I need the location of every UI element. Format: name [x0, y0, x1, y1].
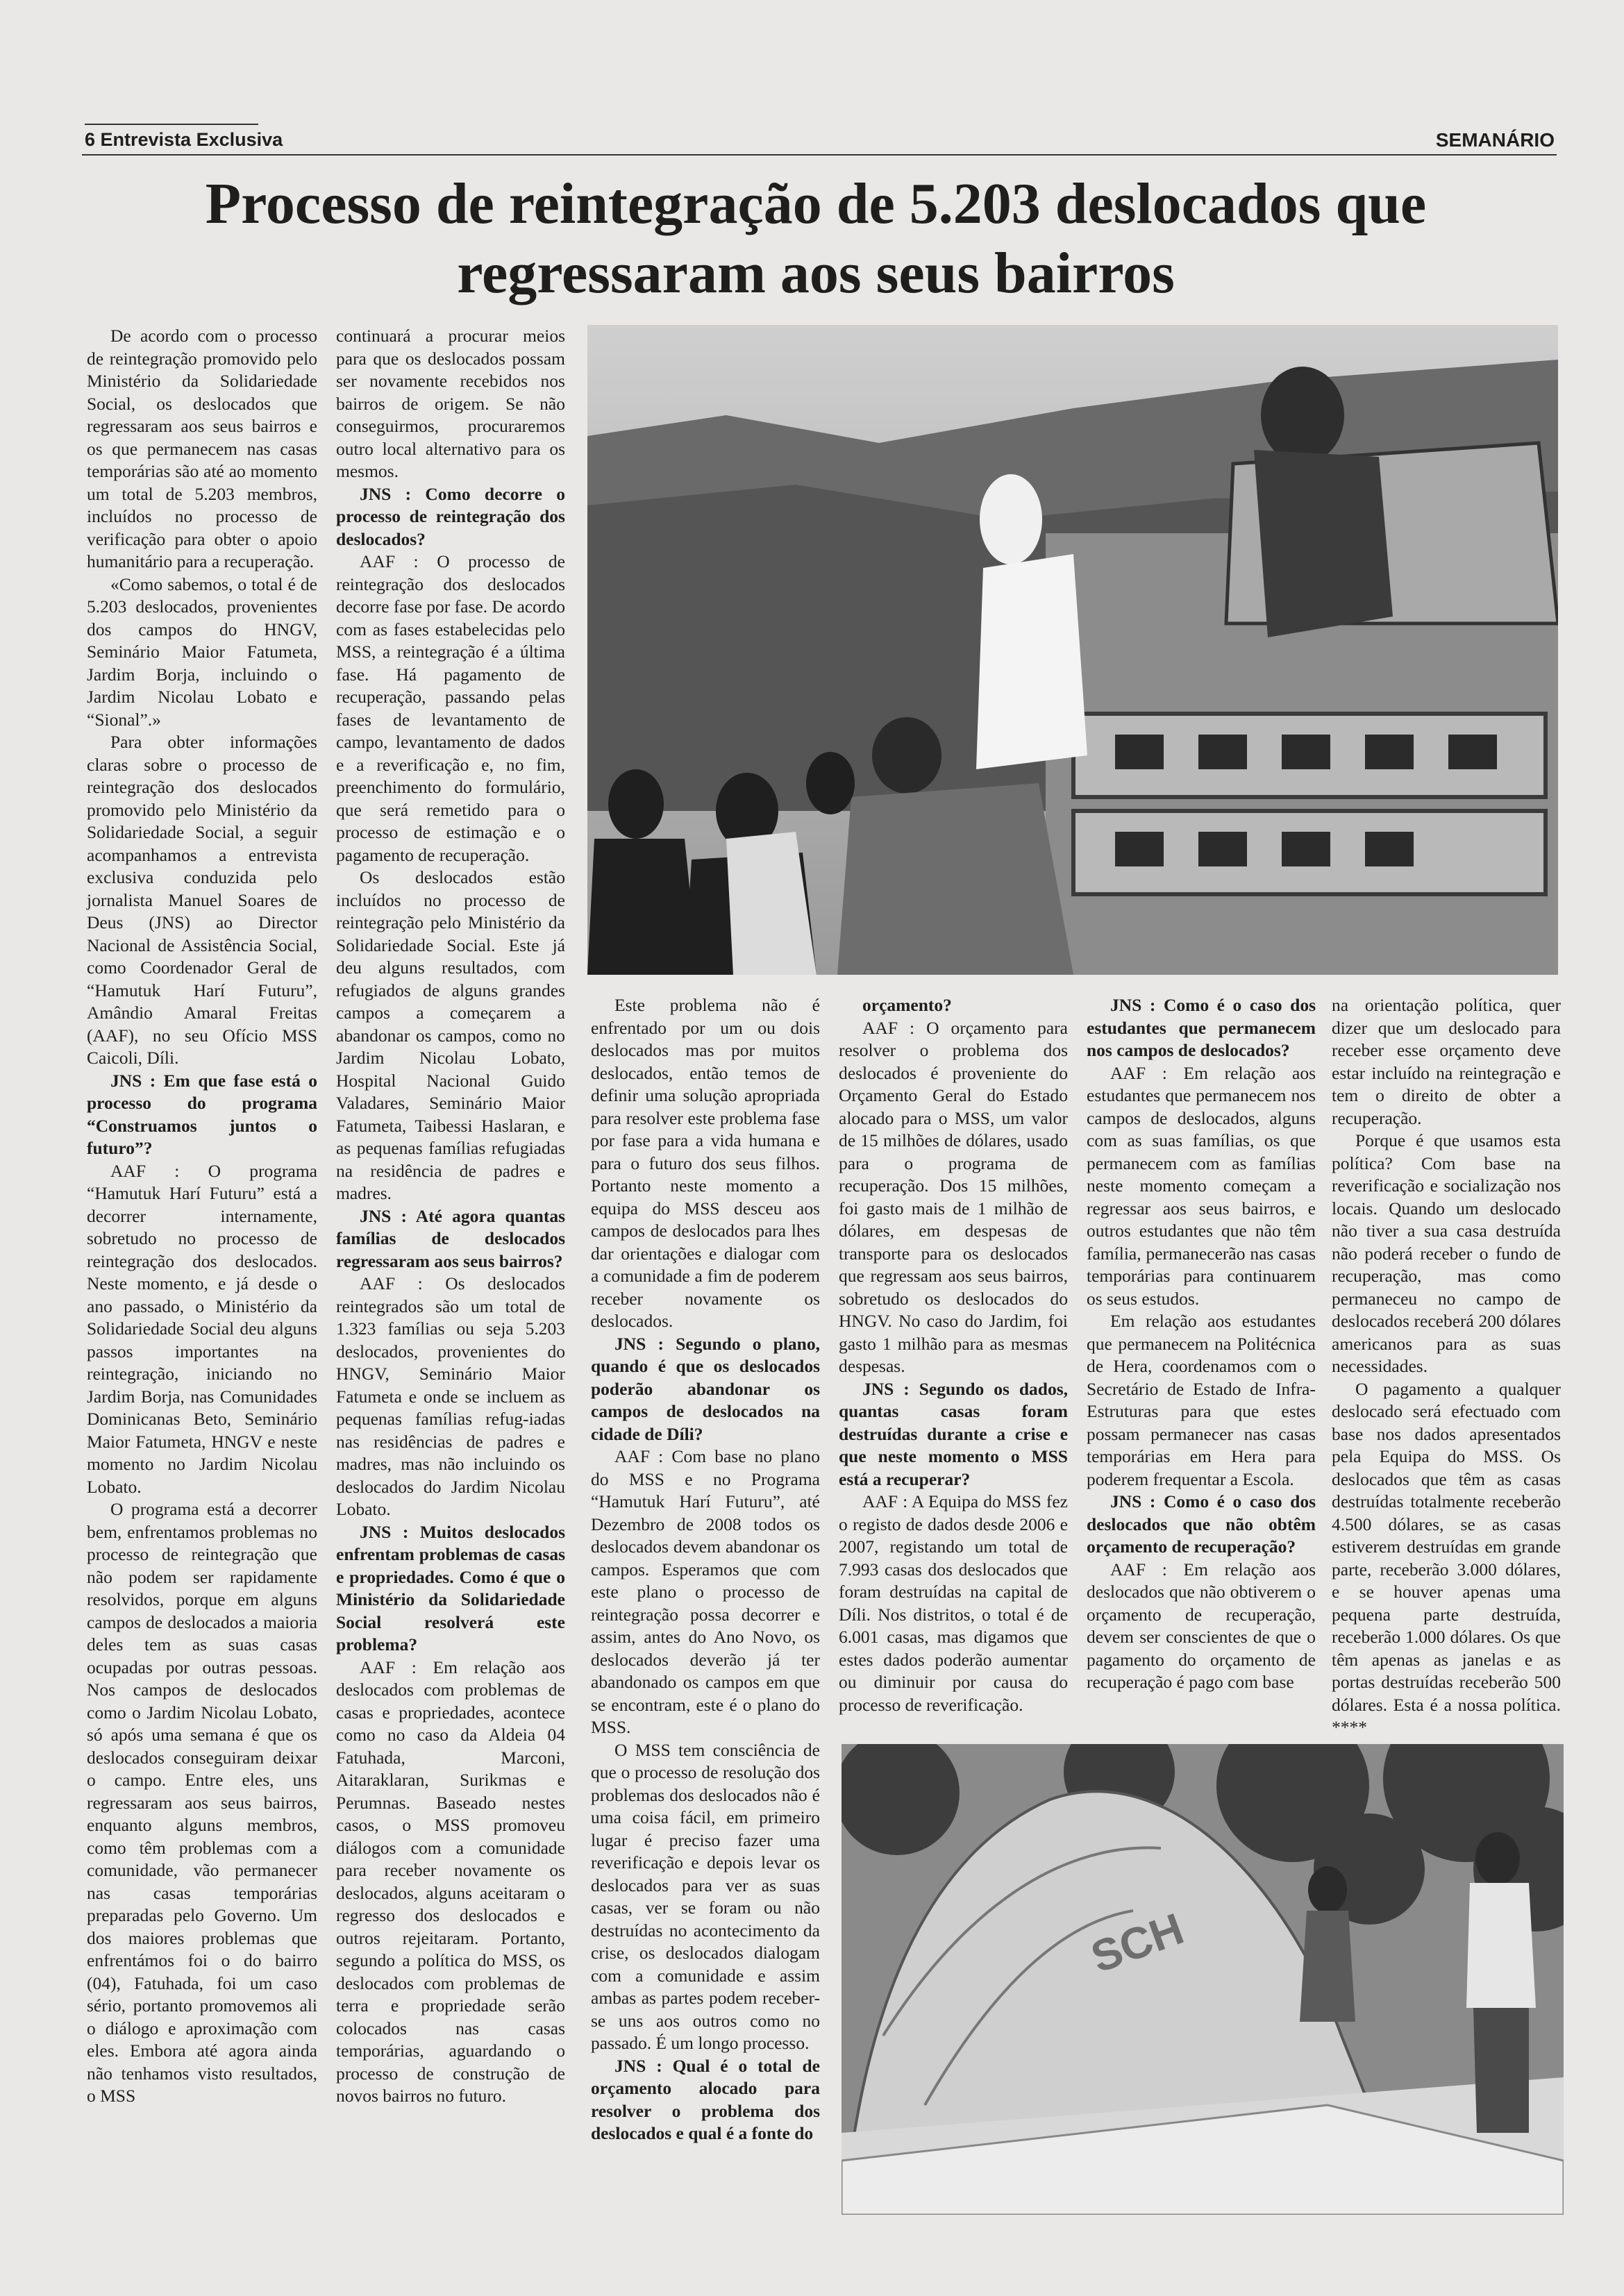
- article-paragraph: Para obter informações claras sobre o processo de reintegração dos deslocados promovido pelo Ministério da Solidariedade Social, a seguir acompanhamos a entrevista exclusiva conduzida pelo jornalista Manuel Soares de Deus (JNS) ao Director Nacional de Assistência Social, como Coordenador Geral de “Hamutuk Harí Futuru”, Amândio Amaral Freitas (AAF), no seu Ofício MSS Caicoli, Díli.: [87, 732, 317, 1068]
- article-paragraph: AAF : O programa “Hamutuk Harí Futuru” está a decorrer internamente, sobretudo no processo de reintegração dos deslocados. Neste momento, e já desde o ano passado, o Ministério da Solidariedade Social deu alguns passos importantes na reintegração, iniciando no Jardim Borja, nas Comunidades Dominicanas Beto, Seminário Maior Fatumeta, HNGV e neste momento no Jardim Nicolau Lobato.: [87, 1160, 317, 1497]
- article-paragraph: AAF : Em relação aos estudantes que permanecem nos campos de deslocados, alguns com as suas famílias, os que permanecem com as famílias neste momento começam a regressar aos seus bairros, e outros estudantes que não têm família, permanecerão nas casas temporárias para continuarem os seus estudos.: [1087, 1062, 1316, 1309]
- interview-question: JNS : Muitos deslocados enfrentam problemas de casas e propriedades. Como é que o Ministério da Solidariedade Social resolverá este problema?: [336, 1521, 565, 1654]
- article-paragraph: Este problema não é enfrentado por um ou dois deslocados mas por muitos deslocados, então temos de definir uma solução apropriada para resolver este problema fase por fase para a vida humana e para o futuro dos seus filhos. Portanto neste momento a equipa do MSS desceu aos campos de deslocados para lhes dar orientações e dialogar com a comunidade a fim de poderem receber novamente os deslocados.: [591, 995, 820, 1331]
- article-column-6: [1332, 994, 1561, 1739]
- article-paragraph: AAF : Os deslocados reintegrados são um total de 1.323 famílias ou seja 5.203 deslocados, provenientes do HNGV, Seminário Maior Fatumeta e onde se incluem as pequenas famílias refug-iadas nas residências de padres e madres, mas não incluindo os deslocados do Jardim Nicolau Lobato.: [336, 1273, 565, 1519]
- article-paragraph: AAF : Em relação aos deslocados que não obtiverem o orçamento de recuperação, devem ser conscientes de que o pagamento do orçamento de recuperação é pago com base: [1087, 1559, 1316, 1692]
- article-paragraph: Em relação aos estudantes que permanecem na Politécnica de Hera, coordenamos com o Secretário de Estado de Infra-Estruturas para que estes possam permanecer nas casas temporárias em Hera para poderem frequentar a Escola.: [1087, 1311, 1316, 1489]
- article-column-2: [336, 325, 565, 2108]
- article-paragraph: Porque é que usamos esta política? Com base na reverificação e socialização nos locais. Quando um deslocado não tiver a sua casa destruída não poderá receber o fundo de recuperação, mas como permaneceu no campo de deslocados receberá 200 dólares americanos para as suas necessidades.: [1332, 1130, 1561, 1376]
- article-paragraph: O MSS tem consciência de que o processo de resolução dos problemas dos deslocados não é uma coisa fácil, em primeiro lugar é preciso fazer uma reverificação e depois levar os deslocados para ver as suas casas, ver se foram ou não destruídas no acontecimento da crise, os deslocados dialogam com a comunidade e assim ambas as partes podem receber-se uns aos outros como no passado. É um longo processo.: [591, 1739, 820, 2053]
- header-rule: [82, 154, 1557, 156]
- article-paragraph: «Como sabemos, o total é de 5.203 deslocados, provenientes dos campos do HNGV, Seminário Maior Fatumeta, Jardim Borja, incluindo o Jardim Nicolau Lobato e “Sional”.»: [87, 573, 317, 730]
- article-paragraph: Os deslocados estão incluídos no processo de reintegração pelo Ministério da Solidariedade Social. Este já deu alguns resultados, com refugiados de alguns grandes campos a começarem a abandonar os campos, como no Jardim Nicolau Lobato, Hospital Nacional Guido Valadares, Seminário Maior Fatumeta, Taibessi Haslaran, e as pequenas famílias refugiadas na residência de padres e madres.: [336, 867, 565, 1203]
- interview-question: JNS : Segundo o plano, quando é que os deslocados poderão abandonar os campos de deslocados na cidade de Díli?: [591, 1333, 820, 1444]
- article-paragraph: AAF : Com base no plano do MSS e no Programa “Hamutuk Harí Futuru”, até Dezembro de 2008 todos os deslocados devem abandonar os campos. Esperamos que com este plano o processo de reintegração possa decorrer e assim, antes do Ano Novo, os deslocados deverão já ter abandonado os campos em que se encontram, este é o plano do MSS.: [591, 1446, 820, 1737]
- article-paragraph: AAF : O orçamento para resolver o problema dos deslocados é proveniente do Orçamento Geral do Estado alocado para o MSS, um valor de 15 milhões de dólares, usado para o programa de recuperação. Dos 15 milhões, foi gasto mais de 1 milhão de dólares, em despesas de transporte para os deslocados que regressam aos seus bairros, sobretudo os deslocados do HNGV. No caso do Jardim, foi gasto 1 milhão para as mesmas despesas.: [839, 1017, 1068, 1376]
- article-paragraph: na orientação política, quer dizer que um deslocado para receber esse orçamento deve estar incluído na reintegração e tem o direito de obter a recuperação.: [1332, 995, 1561, 1128]
- interview-question: JNS : Segundo os dados, quantas casas foram destruídas durante a crise e que neste momento o MSS está a recuperar?: [839, 1378, 1068, 1489]
- publication-name: SEMANÁRIO: [1435, 129, 1555, 151]
- article-paragraph: O programa está a decorrer bem, enfrentamos problemas no processo de reintegração que não podem ser rapidamente resolvidos, porque em alguns campos de deslocados a maioria deles tem as suas casas ocupadas por outras pessoas. Nos campos de deslocados como o Jardim Nicolau Lobato, só após uma semana é que os deslocados conseguiram deixar o campo. Entre eles, uns regressaram aos seus bairros, enquanto alguns membros, como têm problemas com a comunidade, vão permanecer nas casas temporárias preparadas pelo Governo. Um dos maiores problemas que enfrentámos foi o do bairro (04), Fatuhada, foi um caso sério, portanto promovemos ali o diálogo e aproximação com eles. Embora até agora ainda não tenhamos visto resultados, o MSS: [87, 1499, 317, 2106]
- article-paragraph: AAF : Em relação aos deslocados com problemas de casas e propriedades, acontece como no caso da Aldeia 04 Fatuhada, Marconi, Aitaraklaran, Surikmas e Perumnas. Baseado nestes casos, o MSS promoveu diálogos com a comunidade para receber novamente os deslocados, alguns aceitaram o regresso dos deslocados e outros rejeitaram. Portanto, segundo a política do MSS, os deslocados com problemas de terra e propriedade serão colocados nas casas temporárias, aguardando o processo de construção de novos bairros no futuro.: [336, 1657, 565, 2106]
- article-column-3: [591, 994, 820, 2145]
- photo-truck-unloading: [587, 325, 1558, 975]
- article-paragraph: O pagamento a qualquer deslocado será efectuado com base nos dados apresentados pela Equipa do MSS. Os deslocados que têm as casas destruídas totalmente receberão 4.500 dólares, se as casas estiverem destruídas em grande parte, receberão 3.000 dólares, e se houver apenas uma pequena parte destruída, receberão 1.000 dólares. Os que têm apenas as janelas e as portas destruídas receberão 500 dólares. Esta é a nossa política. ****: [1332, 1378, 1561, 1737]
- interview-question: orçamento?: [862, 995, 952, 1015]
- photo-tent: [842, 1744, 1564, 2215]
- interview-question: JNS : Em que fase está o processo do programa “Construamos juntos o futuro”?: [87, 1070, 317, 1158]
- interview-question: JNS : Até agora quantas famílias de deslocados regressaram aos seus bairros?: [336, 1205, 565, 1271]
- photo-tent-svg: [842, 1744, 1564, 2215]
- article-paragraph: AAF : A Equipa do MSS fez o registo de dados desde 2006 e 2007, registando um total de 7.993 casas dos deslocados que foram destruídas na capital de Díli. Nos distritos, o total é de 6.001 casas, mas digamos que estes dados poderão aumentar ou diminuir por causa do processo de reverificação.: [839, 1491, 1068, 1715]
- article-paragraph: De acordo com o processo de reintegração promovido pelo Ministério da Solidariedade Social, os deslocados que regressaram aos seus bairros e os que permanecem nas casas temporárias são até ao momento um total de 5.203 membros, incluídos no processo de verificação para obter o apoio humanitário para a recuperação.: [87, 326, 317, 571]
- article-paragraph: continuará a procurar meios para que os deslocados possam ser novamente recebidos nos bairros de origem. Se não conseguirmos, procuraremos outro local alternativo para os mesmos.: [336, 326, 565, 481]
- interview-question: JNS : Como decorre o processo de reintegração dos deslocados?: [336, 483, 565, 549]
- header-top-rule: [85, 124, 258, 125]
- interview-question: JNS : Como é o caso dos estudantes que permanecem nos campos de deslocados?: [1087, 995, 1316, 1060]
- article-paragraph: AAF : O processo de reintegração dos deslocados decorre fase por fase. De acordo com as fases estabelecidas pelo MSS, a reintegração é a última fase. Há pagamento de recuperação, passando pelas fases de levantamento de campo, levantamento de dados e a reverificação e, no fim, preenchimento do formulário, que será remetido para o processo de estimação e o pagamento de recuperação.: [336, 551, 565, 865]
- tent-print-text: SCH: [1085, 1903, 1190, 1983]
- article-column-1: [87, 325, 317, 2108]
- article-column-4: [839, 994, 1068, 1716]
- page-section-label: 6 Entrevista Exclusiva: [85, 129, 283, 150]
- photo-truck-svg: [587, 325, 1558, 975]
- headline: Processo de reintegração de 5.203 deslocados que regressaram aos seus bairros: [205, 171, 1427, 305]
- interview-question: JNS : Como é o caso dos deslocados que não obtêm orçamento de recuperação?: [1087, 1491, 1316, 1557]
- article-column-5: [1087, 994, 1316, 1694]
- interview-question: JNS : Qual é o total de orçamento alocado para resolver o problema dos deslocados e qual é a fonte do: [591, 2055, 820, 2143]
